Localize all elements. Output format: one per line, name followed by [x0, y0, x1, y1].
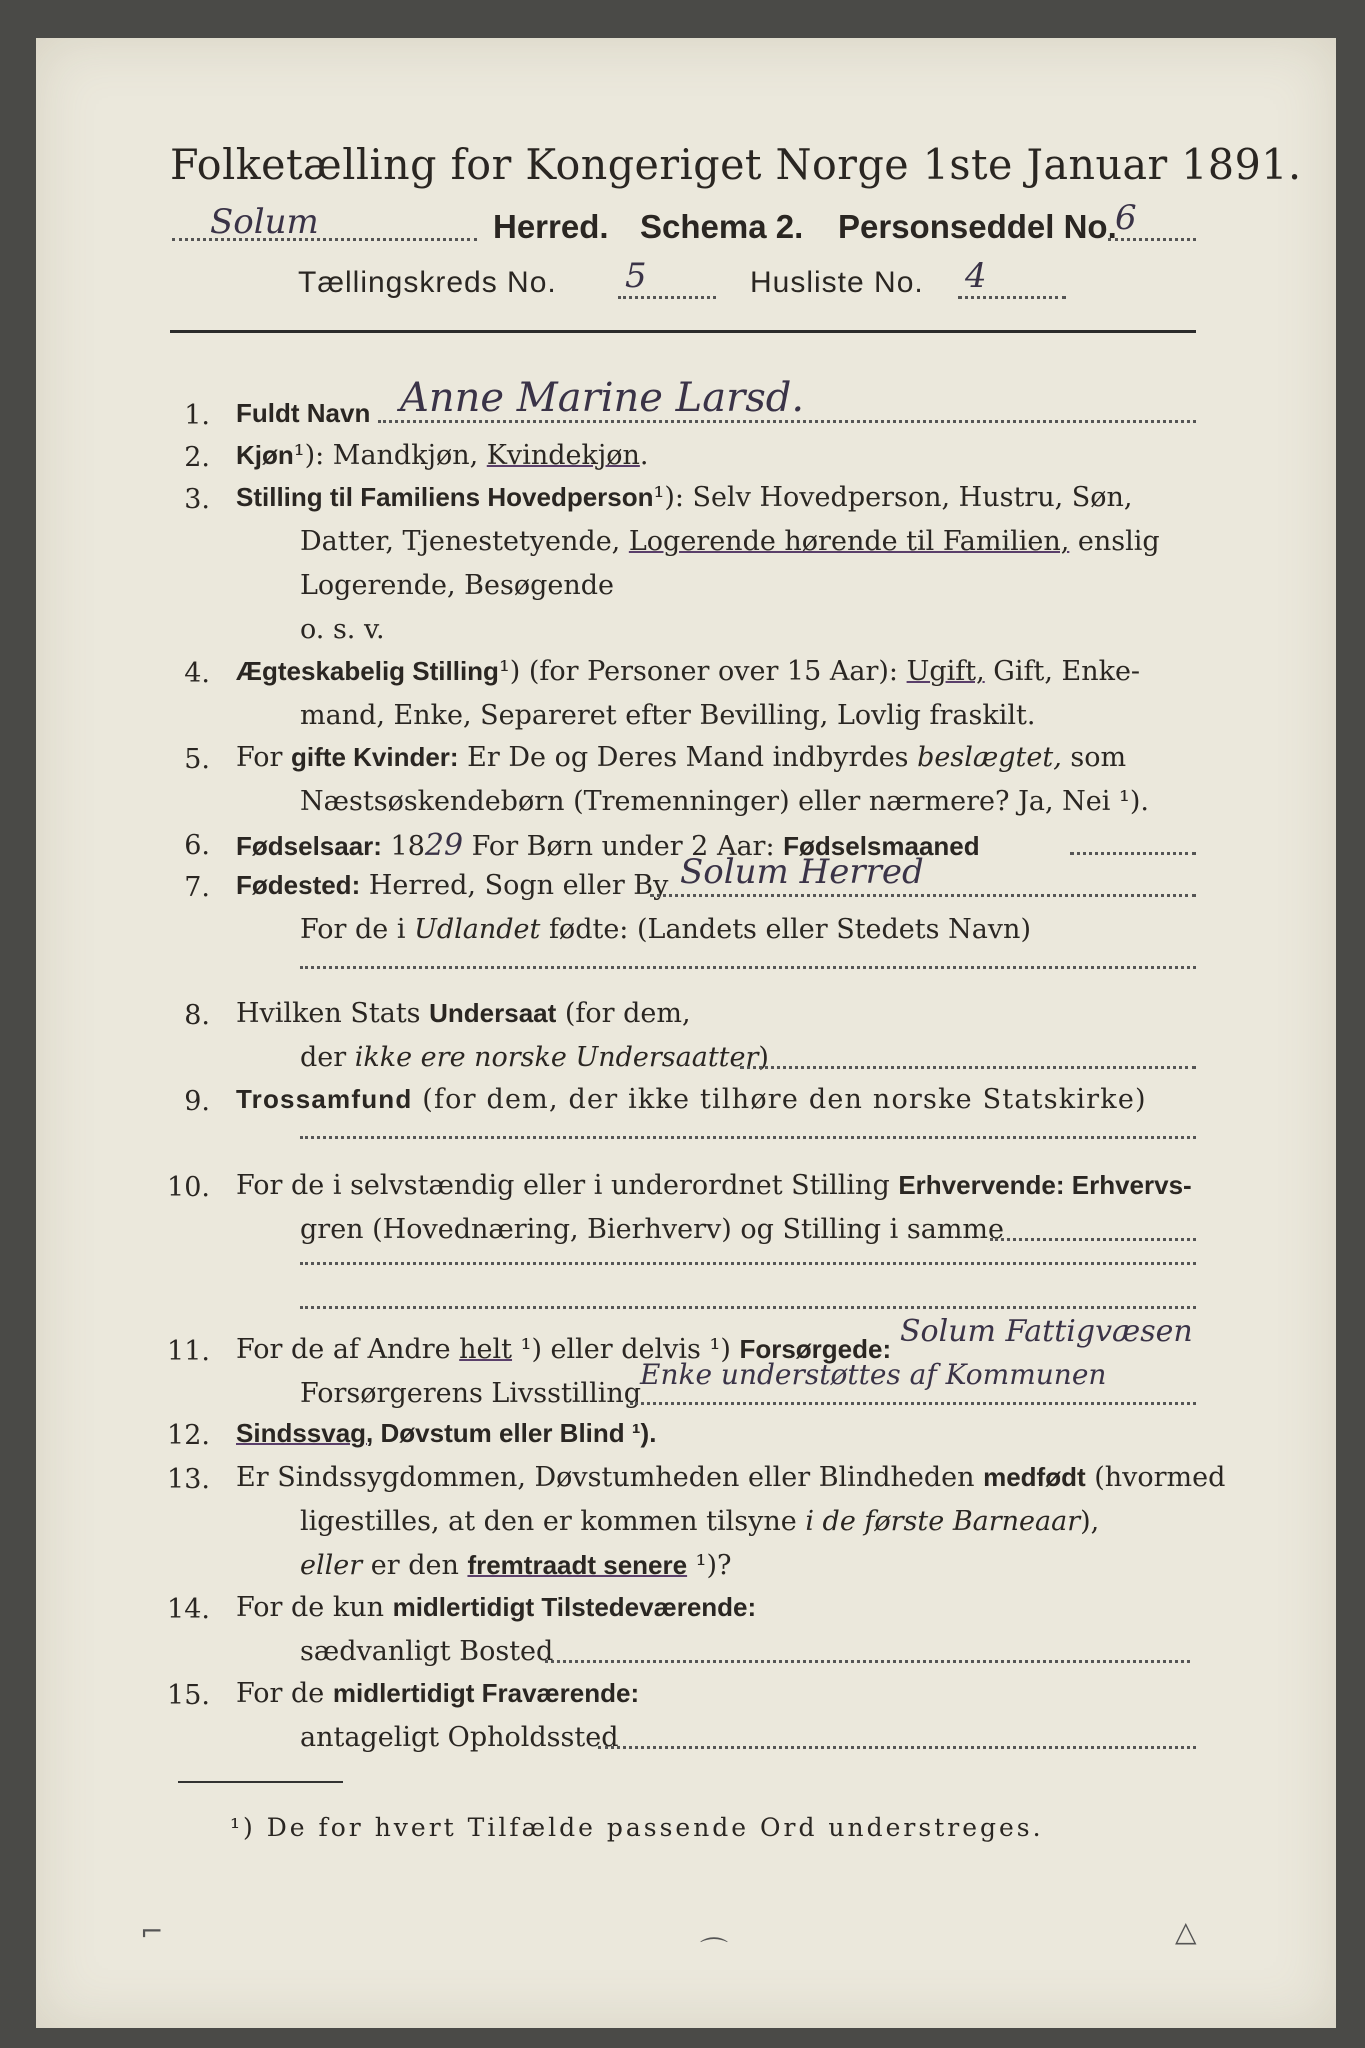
- q11-underlined-answer: helt: [459, 1334, 513, 1365]
- q13-label: medfødt: [983, 1462, 1086, 1492]
- q7-birthplace-value: Solum Herred: [680, 852, 924, 892]
- q8-italic: ikke ere norske Undersaatter: [354, 1042, 759, 1073]
- q14-text-1: For de kun: [236, 1592, 393, 1623]
- q14-row-2: sædvanligt Bosted: [300, 1636, 554, 1667]
- q5-number: 5.: [184, 744, 210, 775]
- q11-supporter-value: Solum Fattigvæsen: [900, 1314, 1193, 1349]
- q8-text-2a: der: [300, 1042, 355, 1073]
- q1-label: Fuldt Navn: [236, 398, 371, 428]
- q13-label-2: fremtraadt senere: [467, 1550, 688, 1580]
- q5-italic: beslægtet,: [917, 742, 1062, 773]
- q15-number: 15.: [167, 1680, 210, 1711]
- q11-row-2: Forsørgerens Livsstilling: [300, 1378, 642, 1409]
- q1-fill-line: [378, 420, 1196, 423]
- q2-number: 2.: [184, 442, 210, 473]
- husliste-label: Husliste No.: [750, 266, 924, 299]
- corner-mark-left: ⌐: [140, 1915, 164, 1948]
- q10-number: 10.: [167, 1172, 210, 1203]
- q6-fill-line: [1070, 852, 1196, 855]
- q8-fill-line: [740, 1066, 1196, 1069]
- q13-text-3a: er den: [362, 1550, 468, 1581]
- q12-text: Døvstum eller Blind ¹).: [373, 1418, 657, 1448]
- q9-text: (for dem, der ikke tilhøre den norske Statskirke): [412, 1084, 1147, 1115]
- q15-label: midlertidigt Fraværende:: [332, 1678, 640, 1708]
- q1-name-value: Anne Marine Larsd.: [400, 375, 805, 421]
- q3-underlined-answer: Logerende hørende til Familien,: [628, 526, 1070, 557]
- kreds-fill-line: [618, 296, 716, 299]
- q13-text-1a: Er Sindssygdommen, Døvstumheden eller Blindheden: [236, 1462, 984, 1493]
- q7-fill-line-2: [300, 966, 1196, 969]
- personseddel-label: Personseddel No.: [838, 208, 1117, 245]
- q5-row-2: Næstsøskendebørn (Tremenninger) eller nærmere? Ja, Nei ¹).: [300, 786, 1149, 817]
- kreds-value: 5: [625, 256, 647, 296]
- q10-text-1: For de i selvstændig eller i underordnet Stilling: [236, 1170, 899, 1201]
- q3-row-2: [300, 526, 1160, 557]
- footnote: ¹) De for hvert Tilfælde passende Ord understreges.: [230, 1813, 1044, 1842]
- q3-text-2a: Datter, Tjenestetyende,: [300, 526, 629, 557]
- q9-number: 9.: [184, 1086, 210, 1117]
- q11-text-1b: ¹) eller delvis ¹): [512, 1334, 740, 1365]
- q3-row-4: o. s. v.: [300, 614, 385, 645]
- q1-number: 1.: [184, 400, 210, 431]
- q8-label: Undersaat: [429, 998, 557, 1028]
- header-rule: [170, 330, 1196, 333]
- q11-label: Forsørgede:: [739, 1334, 892, 1364]
- q8-number: 8.: [184, 1000, 210, 1031]
- q5-text-1b: Er De og Deres Mand indbyrdes: [458, 742, 918, 773]
- q7-row-2: [300, 914, 1031, 945]
- q12-underlined-answer: Sindssvag,: [236, 1418, 374, 1448]
- footnote-rule: [178, 1781, 343, 1783]
- q13-row-2: [300, 1506, 1099, 1537]
- q6-label-2: Fødselsmaaned: [783, 831, 980, 861]
- personseddel-fill-line: [1108, 238, 1196, 241]
- q7-label: Fødested:: [236, 870, 361, 900]
- q3-text-1: ¹): Selv Hovedperson, Hustru, Søn,: [653, 482, 1133, 513]
- q7-row-1: [236, 870, 668, 901]
- q10-fill-line-3: [300, 1306, 1196, 1309]
- census-form-page: [36, 38, 1336, 2028]
- q4-row-1: [236, 656, 1140, 687]
- q13-text-1b: (hvormed: [1085, 1462, 1226, 1493]
- q13-italic: i de første Barneaar: [805, 1506, 1081, 1537]
- q7-text-2b: fødte: (Landets eller Stedets Navn): [540, 914, 1031, 945]
- q13-text-2b: ),: [1080, 1506, 1100, 1537]
- q10-fill-line-2: [300, 1262, 1196, 1265]
- q5-label: gifte Kvinder:: [291, 742, 459, 772]
- q7-fill-line: [650, 894, 1196, 897]
- q4-text-1b: Gift, Enke-: [984, 656, 1141, 687]
- q6-year-value: 29: [424, 828, 464, 863]
- q8-text-1b: (for dem,: [556, 998, 691, 1029]
- q2-row: Kjøn¹): Mandkjøn, Kvindekjøn.: [236, 440, 649, 471]
- q2-label: Kjøn: [236, 440, 294, 470]
- q1-row: [236, 398, 370, 429]
- q7-text-2a: For de i: [300, 914, 415, 945]
- q4-text-1: ¹) (for Personer over 15 Aar):: [498, 656, 907, 687]
- q2-underlined-answer: Kvindekjøn: [486, 440, 640, 471]
- kreds-label: Tællingskreds No.: [298, 266, 557, 299]
- q2-text: ¹): Mandkjøn,: [293, 440, 487, 471]
- q13-italic-2: eller: [300, 1550, 363, 1581]
- q13-text-2a: ligestilles, at den er kommen tilsyne: [300, 1506, 806, 1537]
- form-title: Folketælling for Kongeriget Norge 1ste Januar 1891.: [170, 140, 1302, 189]
- q5-text-1c: som: [1061, 742, 1127, 773]
- q15-fill-line: [598, 1746, 1196, 1749]
- q12-row: [236, 1418, 656, 1449]
- q10-fill-line: [990, 1238, 1196, 1241]
- q12-number: 12.: [167, 1420, 210, 1451]
- q4-underlined-answer: Ugift,: [906, 656, 985, 687]
- herred-value: Solum: [210, 202, 319, 242]
- q3-label: Stilling til Familiens Hovedperson: [236, 482, 654, 512]
- q13-number: 13.: [167, 1464, 210, 1495]
- schema-label: Schema 2.: [640, 208, 804, 245]
- q15-row-2: antageligt Opholdssted: [300, 1722, 619, 1753]
- q4-number: 4.: [184, 658, 210, 689]
- q8-text-1a: Hvilken Stats: [236, 998, 430, 1029]
- q10-row-2: gren (Hovednæring, Bierhverv) og Stilling i samme: [300, 1214, 1005, 1245]
- q3-row-3: Logerende, Besøgende: [300, 570, 614, 601]
- q3-text-2b: enslig: [1069, 526, 1160, 557]
- q7-text: Herred, Sogn eller By: [360, 870, 669, 901]
- q6-year-prefix: 18: [381, 831, 425, 862]
- q15-row-1: [236, 1678, 639, 1709]
- q6-text: For Børn under 2 Aar:: [463, 831, 784, 862]
- q9-row: [236, 1084, 1147, 1115]
- q10-row-1: [236, 1170, 1192, 1201]
- q10-label: Erhvervende:: [898, 1170, 1065, 1200]
- q13-text-3b: ¹)?: [687, 1550, 732, 1581]
- q6-number: 6.: [184, 830, 210, 861]
- corner-mark-right: △: [1175, 1915, 1197, 1948]
- q7-number: 7.: [184, 872, 210, 903]
- q5-text-1a: For: [236, 742, 292, 773]
- husliste-value: 4: [965, 256, 987, 296]
- q4-label: Ægteskabelig Stilling: [236, 656, 499, 686]
- q14-row-1: [236, 1592, 756, 1623]
- q11-fill-line: [630, 1402, 1196, 1405]
- q8-row-2: [300, 1042, 769, 1073]
- q15-text-1: For de: [236, 1678, 333, 1709]
- q8-row-1: [236, 998, 691, 1029]
- q14-number: 14.: [167, 1594, 210, 1625]
- q14-label: midlertidigt Tilstedeværende:: [392, 1592, 757, 1622]
- q9-fill-line: [300, 1136, 1196, 1139]
- center-mark: ⌒: [700, 1935, 729, 1968]
- q9-label: Trossamfund: [236, 1084, 413, 1114]
- q8-text-2b: ): [758, 1042, 769, 1073]
- q3-number: 3.: [184, 484, 210, 515]
- personseddel-value: 6: [1115, 198, 1137, 238]
- q11-text-1a: For de af Andre: [236, 1334, 460, 1365]
- q11-number: 11.: [167, 1336, 210, 1367]
- q13-row-1: [236, 1462, 1225, 1493]
- q4-row-2: mand, Enke, Separeret efter Bevilling, Lovlig fraskilt.: [300, 700, 1036, 731]
- q5-row-1: [236, 742, 1126, 773]
- q10-label-2: Erhvervs-: [1064, 1170, 1192, 1200]
- husliste-fill-line: [958, 296, 1066, 299]
- herred-label: Herred.: [493, 208, 609, 245]
- q11-supporter-occupation-value: Enke understøttes af Kommunen: [640, 1358, 1107, 1391]
- q14-fill-line: [545, 1660, 1190, 1663]
- q13-row-3: [300, 1550, 732, 1581]
- q3-row-1: [236, 482, 1132, 513]
- q6-label: Fødselsaar:: [236, 831, 382, 861]
- q7-italic: Udlandet: [414, 914, 541, 945]
- herred-fill-line: [172, 238, 477, 241]
